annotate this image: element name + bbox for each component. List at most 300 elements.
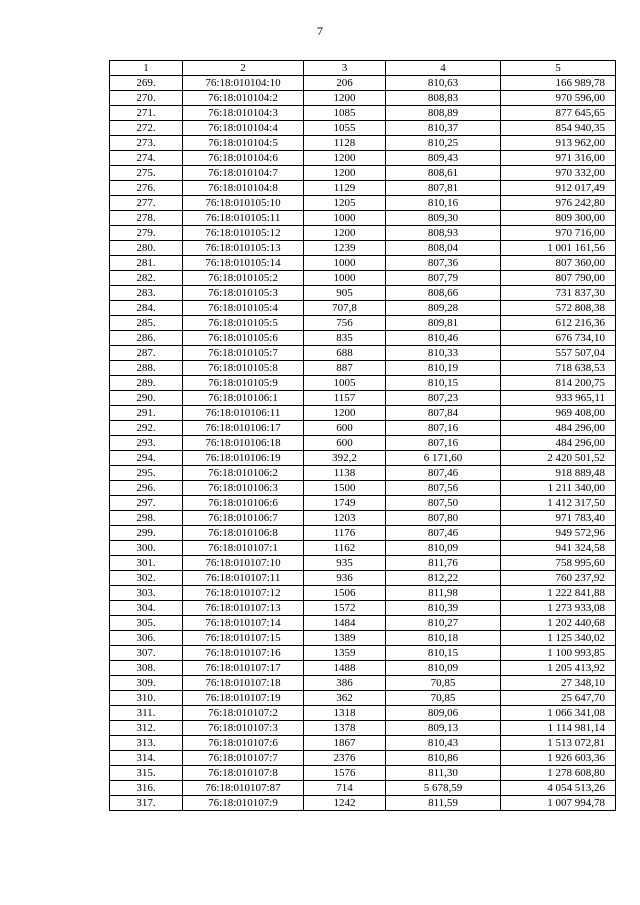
table-row [110, 646, 616, 661]
cadastral-number-cell: 76:18:010107:17 [183, 661, 304, 676]
table-row [110, 211, 616, 226]
specific-value-cell: 810,09 [386, 541, 501, 556]
cadastral-number-cell: 76:18:010105:3 [183, 286, 304, 301]
table-row [110, 781, 616, 796]
table-row [110, 571, 616, 586]
area-cell: 1867 [304, 736, 386, 751]
area-cell: 1500 [304, 481, 386, 496]
specific-value-cell: 809,30 [386, 211, 501, 226]
specific-value-cell: 810,46 [386, 331, 501, 346]
cadastral-value-cell: 557 507,04 [501, 346, 616, 361]
cadastral-value-cell: 484 296,00 [501, 421, 616, 436]
area-cell: 887 [304, 361, 386, 376]
cadastral-number-cell: 76:18:010107:9 [183, 796, 304, 811]
specific-value-cell: 807,81 [386, 181, 501, 196]
area-cell: 688 [304, 346, 386, 361]
cadastral-number-cell: 76:18:010107:14 [183, 616, 304, 631]
row-number-cell: 277. [110, 196, 183, 211]
specific-value-cell: 5 678,59 [386, 781, 501, 796]
column-header: 3 [304, 61, 386, 76]
table-row [110, 121, 616, 136]
cadastral-number-cell: 76:18:010107:16 [183, 646, 304, 661]
cadastral-number-cell: 76:18:010105:8 [183, 361, 304, 376]
table-row [110, 526, 616, 541]
table-row [110, 301, 616, 316]
table-row [110, 361, 616, 376]
specific-value-cell: 808,93 [386, 226, 501, 241]
cadastral-number-cell: 76:18:010105:10 [183, 196, 304, 211]
row-number-cell: 316. [110, 781, 183, 796]
row-number-cell: 286. [110, 331, 183, 346]
specific-value-cell: 812,22 [386, 571, 501, 586]
cadastral-value-cell: 1 211 340,00 [501, 481, 616, 496]
row-number-cell: 275. [110, 166, 183, 181]
specific-value-cell: 810,39 [386, 601, 501, 616]
cadastral-value-cell: 1 125 340,02 [501, 631, 616, 646]
table-row [110, 226, 616, 241]
area-cell: 1200 [304, 166, 386, 181]
cadastral-value-cell: 25 647,70 [501, 691, 616, 706]
area-cell: 600 [304, 421, 386, 436]
area-cell: 362 [304, 691, 386, 706]
cadastral-number-cell: 76:18:010104:8 [183, 181, 304, 196]
area-cell: 1128 [304, 136, 386, 151]
specific-value-cell: 807,23 [386, 391, 501, 406]
cadastral-value-cell: 1 412 317,50 [501, 496, 616, 511]
cadastral-number-cell: 76:18:010107:3 [183, 721, 304, 736]
specific-value-cell: 810,27 [386, 616, 501, 631]
cadastral-value-cell: 166 989,78 [501, 76, 616, 91]
row-number-cell: 315. [110, 766, 183, 781]
specific-value-cell: 807,80 [386, 511, 501, 526]
area-cell: 935 [304, 556, 386, 571]
specific-value-cell: 810,19 [386, 361, 501, 376]
specific-value-cell: 808,61 [386, 166, 501, 181]
table-row [110, 721, 616, 736]
row-number-cell: 276. [110, 181, 183, 196]
table-row [110, 406, 616, 421]
area-cell: 1200 [304, 226, 386, 241]
area-cell: 1239 [304, 241, 386, 256]
cadastral-number-cell: 76:18:010106:19 [183, 451, 304, 466]
cadastral-value-cell: 970 332,00 [501, 166, 616, 181]
row-number-cell: 273. [110, 136, 183, 151]
specific-value-cell: 808,89 [386, 106, 501, 121]
area-cell: 1000 [304, 271, 386, 286]
specific-value-cell: 70,85 [386, 676, 501, 691]
specific-value-cell: 810,15 [386, 646, 501, 661]
table-row [110, 376, 616, 391]
area-cell: 1749 [304, 496, 386, 511]
cadastral-number-cell: 76:18:010106:2 [183, 466, 304, 481]
cadastral-value-cell: 1 007 994,78 [501, 796, 616, 811]
row-number-cell: 288. [110, 361, 183, 376]
specific-value-cell: 807,16 [386, 436, 501, 451]
specific-value-cell: 810,18 [386, 631, 501, 646]
area-cell: 756 [304, 316, 386, 331]
table-row [110, 316, 616, 331]
cadastral-value-cell: 807 360,00 [501, 256, 616, 271]
table-row [110, 136, 616, 151]
row-number-cell: 289. [110, 376, 183, 391]
row-number-cell: 303. [110, 586, 183, 601]
area-cell: 1085 [304, 106, 386, 121]
specific-value-cell: 810,86 [386, 751, 501, 766]
table-header-row [110, 61, 616, 76]
cadastral-number-cell: 76:18:010106:11 [183, 406, 304, 421]
row-number-cell: 285. [110, 316, 183, 331]
cadastral-value-cell: 877 645,65 [501, 106, 616, 121]
specific-value-cell: 810,63 [386, 76, 501, 91]
specific-value-cell: 809,28 [386, 301, 501, 316]
table-row [110, 466, 616, 481]
area-cell: 1157 [304, 391, 386, 406]
cadastral-value-cell: 912 017,49 [501, 181, 616, 196]
row-number-cell: 270. [110, 91, 183, 106]
cadastral-value-cell: 1 513 072,81 [501, 736, 616, 751]
cadastral-number-cell: 76:18:010107:6 [183, 736, 304, 751]
specific-value-cell: 807,46 [386, 466, 501, 481]
cadastral-value-cell: 1 001 161,56 [501, 241, 616, 256]
cadastral-number-cell: 76:18:010105:2 [183, 271, 304, 286]
specific-value-cell: 808,04 [386, 241, 501, 256]
cadastral-number-cell: 76:18:010104:4 [183, 121, 304, 136]
row-number-cell: 272. [110, 121, 183, 136]
row-number-cell: 293. [110, 436, 183, 451]
area-cell: 206 [304, 76, 386, 91]
cadastral-value-cell: 970 716,00 [501, 226, 616, 241]
row-number-cell: 296. [110, 481, 183, 496]
row-number-cell: 308. [110, 661, 183, 676]
table-row [110, 286, 616, 301]
cadastral-number-cell: 76:18:010106:3 [183, 481, 304, 496]
column-header: 5 [501, 61, 616, 76]
cadastral-value-cell: 572 808,38 [501, 301, 616, 316]
table-row [110, 496, 616, 511]
area-cell: 1200 [304, 406, 386, 421]
specific-value-cell: 811,59 [386, 796, 501, 811]
row-number-cell: 310. [110, 691, 183, 706]
column-header: 1 [110, 61, 183, 76]
column-header: 2 [183, 61, 304, 76]
cadastral-number-cell: 76:18:010105:12 [183, 226, 304, 241]
cadastral-number-cell: 76:18:010105:9 [183, 376, 304, 391]
table-row [110, 196, 616, 211]
table-row [110, 766, 616, 781]
row-number-cell: 301. [110, 556, 183, 571]
row-number-cell: 294. [110, 451, 183, 466]
specific-value-cell: 809,81 [386, 316, 501, 331]
table-row [110, 691, 616, 706]
cadastral-number-cell: 76:18:010106:8 [183, 526, 304, 541]
cadastral-value-cell: 1 222 841,88 [501, 586, 616, 601]
row-number-cell: 312. [110, 721, 183, 736]
area-cell: 1176 [304, 526, 386, 541]
row-number-cell: 299. [110, 526, 183, 541]
area-cell: 1242 [304, 796, 386, 811]
table-row [110, 751, 616, 766]
row-number-cell: 304. [110, 601, 183, 616]
row-number-cell: 302. [110, 571, 183, 586]
area-cell: 1162 [304, 541, 386, 556]
table-row [110, 736, 616, 751]
cadastral-number-cell: 76:18:010105:6 [183, 331, 304, 346]
row-number-cell: 271. [110, 106, 183, 121]
table-row [110, 331, 616, 346]
cadastral-number-cell: 76:18:010107:13 [183, 601, 304, 616]
table-row [110, 256, 616, 271]
row-number-cell: 278. [110, 211, 183, 226]
cadastral-number-cell: 76:18:010107:10 [183, 556, 304, 571]
area-cell: 1138 [304, 466, 386, 481]
area-cell: 1389 [304, 631, 386, 646]
cadastral-value-cell: 1 114 981,14 [501, 721, 616, 736]
table-row [110, 451, 616, 466]
specific-value-cell: 808,83 [386, 91, 501, 106]
area-cell: 1576 [304, 766, 386, 781]
cadastral-value-cell: 933 965,11 [501, 391, 616, 406]
cadastral-number-cell: 76:18:010107:2 [183, 706, 304, 721]
cadastral-number-cell: 76:18:010106:7 [183, 511, 304, 526]
cadastral-value-cell: 484 296,00 [501, 436, 616, 451]
row-number-cell: 279. [110, 226, 183, 241]
area-cell: 600 [304, 436, 386, 451]
table-body [110, 76, 616, 811]
row-number-cell: 282. [110, 271, 183, 286]
table-row [110, 271, 616, 286]
table-row [110, 346, 616, 361]
cadastral-value-cell: 1 100 993,85 [501, 646, 616, 661]
specific-value-cell: 807,36 [386, 256, 501, 271]
area-cell: 1484 [304, 616, 386, 631]
column-header: 4 [386, 61, 501, 76]
cadastral-value-cell: 814 200,75 [501, 376, 616, 391]
cadastral-value-cell: 971 783,40 [501, 511, 616, 526]
specific-value-cell: 808,66 [386, 286, 501, 301]
table-row [110, 541, 616, 556]
table-row [110, 151, 616, 166]
cadastral-number-cell: 76:18:010104:6 [183, 151, 304, 166]
specific-value-cell: 810,15 [386, 376, 501, 391]
area-cell: 1200 [304, 151, 386, 166]
area-cell: 1203 [304, 511, 386, 526]
area-cell: 905 [304, 286, 386, 301]
specific-value-cell: 807,46 [386, 526, 501, 541]
specific-value-cell: 810,25 [386, 136, 501, 151]
cadastral-value-cell: 971 316,00 [501, 151, 616, 166]
cadastral-value-cell: 2 420 501,52 [501, 451, 616, 466]
cadastral-number-cell: 76:18:010107:15 [183, 631, 304, 646]
table-row [110, 706, 616, 721]
row-number-cell: 313. [110, 736, 183, 751]
cadastral-number-cell: 76:18:010106:18 [183, 436, 304, 451]
specific-value-cell: 809,43 [386, 151, 501, 166]
cadastral-number-cell: 76:18:010104:3 [183, 106, 304, 121]
cadastral-value-table [109, 60, 616, 811]
row-number-cell: 290. [110, 391, 183, 406]
area-cell: 835 [304, 331, 386, 346]
row-number-cell: 311. [110, 706, 183, 721]
table-row [110, 181, 616, 196]
area-cell: 1200 [304, 91, 386, 106]
cadastral-value-cell: 1 278 608,80 [501, 766, 616, 781]
cadastral-number-cell: 76:18:010105:7 [183, 346, 304, 361]
cadastral-number-cell: 76:18:010105:4 [183, 301, 304, 316]
table-row [110, 481, 616, 496]
row-number-cell: 300. [110, 541, 183, 556]
area-cell: 1129 [304, 181, 386, 196]
specific-value-cell: 807,16 [386, 421, 501, 436]
cadastral-number-cell: 76:18:010107:18 [183, 676, 304, 691]
table-row [110, 106, 616, 121]
row-number-cell: 307. [110, 646, 183, 661]
row-number-cell: 317. [110, 796, 183, 811]
row-number-cell: 283. [110, 286, 183, 301]
area-cell: 1378 [304, 721, 386, 736]
row-number-cell: 314. [110, 751, 183, 766]
table-row [110, 631, 616, 646]
table-row [110, 91, 616, 106]
cadastral-value-cell: 4 054 513,26 [501, 781, 616, 796]
cadastral-value-cell: 1 202 440,68 [501, 616, 616, 631]
area-cell: 1318 [304, 706, 386, 721]
cadastral-number-cell: 76:18:010107:12 [183, 586, 304, 601]
row-number-cell: 298. [110, 511, 183, 526]
table-row [110, 241, 616, 256]
cadastral-number-cell: 76:18:010105:5 [183, 316, 304, 331]
cadastral-number-cell: 76:18:010107:19 [183, 691, 304, 706]
specific-value-cell: 810,09 [386, 661, 501, 676]
specific-value-cell: 809,13 [386, 721, 501, 736]
row-number-cell: 297. [110, 496, 183, 511]
row-number-cell: 280. [110, 241, 183, 256]
specific-value-cell: 807,56 [386, 481, 501, 496]
table-row [110, 76, 616, 91]
table-row [110, 421, 616, 436]
cadastral-value-cell: 27 348,10 [501, 676, 616, 691]
specific-value-cell: 811,30 [386, 766, 501, 781]
table-row [110, 586, 616, 601]
cadastral-value-cell: 1 273 933,08 [501, 601, 616, 616]
area-cell: 1005 [304, 376, 386, 391]
cadastral-number-cell: 76:18:010104:10 [183, 76, 304, 91]
row-number-cell: 281. [110, 256, 183, 271]
cadastral-value-cell: 612 216,36 [501, 316, 616, 331]
row-number-cell: 306. [110, 631, 183, 646]
table-row [110, 166, 616, 181]
cadastral-number-cell: 76:18:010106:6 [183, 496, 304, 511]
cadastral-number-cell: 76:18:010107:87 [183, 781, 304, 796]
table-row [110, 511, 616, 526]
table-row [110, 601, 616, 616]
cadastral-value-cell: 941 324,58 [501, 541, 616, 556]
table-row [110, 391, 616, 406]
cadastral-number-cell: 76:18:010107:8 [183, 766, 304, 781]
area-cell: 1205 [304, 196, 386, 211]
area-cell: 1506 [304, 586, 386, 601]
cadastral-value-cell: 760 237,92 [501, 571, 616, 586]
specific-value-cell: 807,50 [386, 496, 501, 511]
cadastral-number-cell: 76:18:010105:13 [183, 241, 304, 256]
specific-value-cell: 6 171,60 [386, 451, 501, 466]
cadastral-number-cell: 76:18:010104:2 [183, 91, 304, 106]
row-number-cell: 269. [110, 76, 183, 91]
cadastral-value-cell: 758 995,60 [501, 556, 616, 571]
cadastral-number-cell: 76:18:010107:7 [183, 751, 304, 766]
specific-value-cell: 811,98 [386, 586, 501, 601]
row-number-cell: 292. [110, 421, 183, 436]
table-row [110, 661, 616, 676]
cadastral-value-cell: 1 205 413,92 [501, 661, 616, 676]
area-cell: 1359 [304, 646, 386, 661]
area-cell: 392,2 [304, 451, 386, 466]
area-cell: 1055 [304, 121, 386, 136]
cadastral-value-cell: 913 962,00 [501, 136, 616, 151]
cadastral-value-cell: 969 408,00 [501, 406, 616, 421]
table-row [110, 556, 616, 571]
table-row [110, 616, 616, 631]
cadastral-number-cell: 76:18:010106:1 [183, 391, 304, 406]
cadastral-number-cell: 76:18:010106:17 [183, 421, 304, 436]
cadastral-value-cell: 1 066 341,08 [501, 706, 616, 721]
cadastral-number-cell: 76:18:010104:5 [183, 136, 304, 151]
cadastral-value-cell: 854 940,35 [501, 121, 616, 136]
area-cell: 1572 [304, 601, 386, 616]
row-number-cell: 274. [110, 151, 183, 166]
cadastral-value-cell: 807 790,00 [501, 271, 616, 286]
area-cell: 1488 [304, 661, 386, 676]
cadastral-number-cell: 76:18:010107:1 [183, 541, 304, 556]
cadastral-number-cell: 76:18:010107:11 [183, 571, 304, 586]
specific-value-cell: 807,79 [386, 271, 501, 286]
cadastral-value-cell: 918 889,48 [501, 466, 616, 481]
row-number-cell: 284. [110, 301, 183, 316]
specific-value-cell: 810,33 [386, 346, 501, 361]
cadastral-value-cell: 731 837,30 [501, 286, 616, 301]
row-number-cell: 305. [110, 616, 183, 631]
specific-value-cell: 809,06 [386, 706, 501, 721]
area-cell: 386 [304, 676, 386, 691]
page-number: 7 [317, 24, 323, 38]
cadastral-value-cell: 949 572,96 [501, 526, 616, 541]
cadastral-value-cell: 676 734,10 [501, 331, 616, 346]
area-cell: 714 [304, 781, 386, 796]
cadastral-value-cell: 718 638,53 [501, 361, 616, 376]
cadastral-value-cell: 970 596,00 [501, 91, 616, 106]
area-cell: 707,8 [304, 301, 386, 316]
row-number-cell: 291. [110, 406, 183, 421]
table-row [110, 796, 616, 811]
cadastral-value-cell: 976 242,80 [501, 196, 616, 211]
cadastral-number-cell: 76:18:010105:11 [183, 211, 304, 226]
cadastral-number-cell: 76:18:010105:14 [183, 256, 304, 271]
specific-value-cell: 810,43 [386, 736, 501, 751]
cadastral-value-cell: 1 926 603,36 [501, 751, 616, 766]
cadastral-value-cell: 809 300,00 [501, 211, 616, 226]
area-cell: 936 [304, 571, 386, 586]
area-cell: 1000 [304, 256, 386, 271]
area-cell: 2376 [304, 751, 386, 766]
specific-value-cell: 807,84 [386, 406, 501, 421]
table-row [110, 676, 616, 691]
table-row [110, 436, 616, 451]
specific-value-cell: 810,16 [386, 196, 501, 211]
specific-value-cell: 70,85 [386, 691, 501, 706]
row-number-cell: 287. [110, 346, 183, 361]
row-number-cell: 295. [110, 466, 183, 481]
cadastral-number-cell: 76:18:010104:7 [183, 166, 304, 181]
row-number-cell: 309. [110, 676, 183, 691]
